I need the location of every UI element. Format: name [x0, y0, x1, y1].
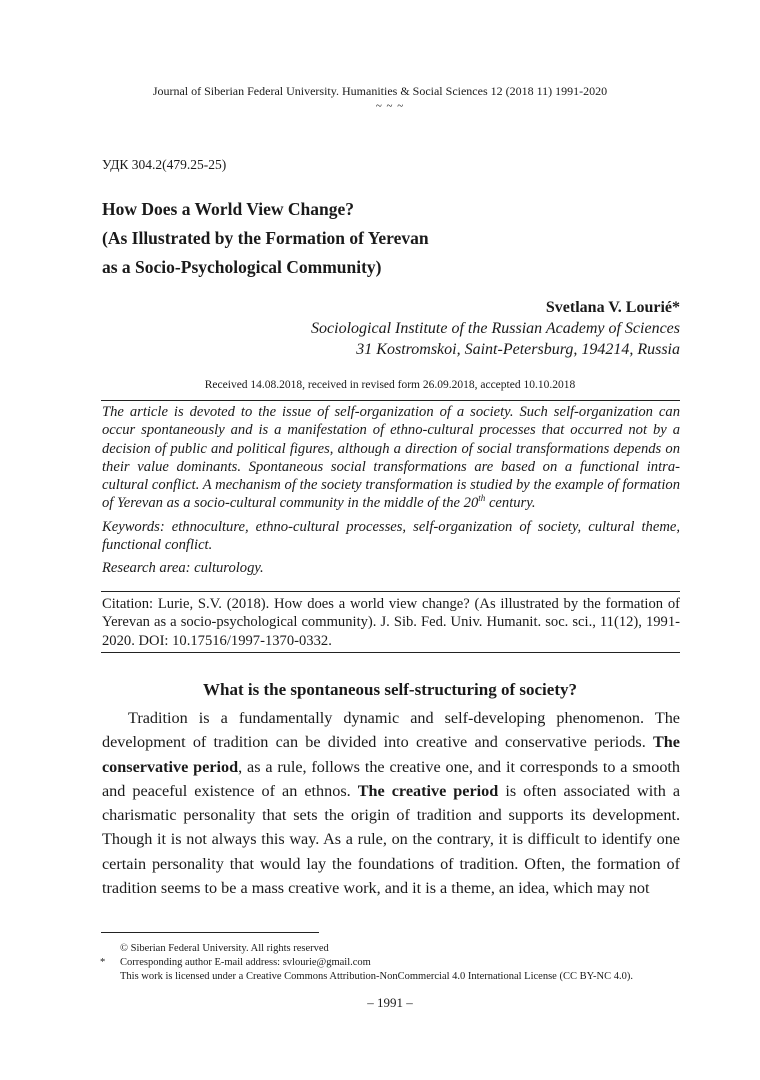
title-line: How Does a World View Change? [102, 199, 354, 219]
footnote-license: This work is licensed under a Creative Commons Attribution-NonCommercial 4.0 International License (CC BY-NC 4.0). [120, 971, 633, 983]
body-paragraph [102, 706, 680, 900]
affiliation-line: Sociological Institute of the Russian Academy of Sciences [311, 320, 680, 337]
page-number: – 1991 – [367, 995, 413, 1010]
body-text-run: is often associated with a charismatic personality that sets the origin of tradition and supports its development. Though it is not always this way. As a rule, on the contrary, it is difficult to identify one certain personality that would lay the foundations of tradition. Often, the formation of tradition seems to be a mass creative work, and it is a theme, an idea, which may not [102, 781, 681, 898]
article-title [102, 195, 429, 282]
section-heading: What is the spontaneous self-structuring of society? [203, 680, 577, 699]
footnote-rule [101, 932, 319, 933]
divider-rule [101, 652, 680, 653]
author-name: Svetlana V. Lourié* [545, 299, 680, 316]
title-line: (As Illustrated by the Formation of Yerevan [102, 228, 429, 248]
bold-term: The conservative period [102, 733, 680, 776]
title-line: as a Socio-Psychological Community) [102, 257, 382, 277]
keywords: Keywords: ethnoculture, ethno-cultural processes, self-organization of society, cultural theme, functional conflict. [102, 518, 680, 554]
running-head: Journal of Siberian Federal University. Humanities & Social Sciences 12 (2018 11) 1991-2020 [152, 84, 608, 98]
affiliation-line: 31 Kostromskoi, Saint-Petersburg, 194214, Russia [356, 341, 680, 358]
body-text [102, 706, 680, 900]
footnote-copyright: © Siberian Federal University. All rights reserved [120, 943, 329, 954]
divider-rule [101, 591, 680, 592]
footnotes [100, 942, 690, 985]
abstract-tail: century. [485, 495, 536, 512]
ordinal-suffix: th [478, 493, 486, 504]
footnote-corresponding [100, 956, 690, 970]
abstract-text: The article is devoted to the issue of self-organization of a society. Such self-organization can occur spontaneously and is a manifestation of ethno-cultural processes that occurred not by a decision of public and political figures, although a direction of social transformations depends on their value dominants. Spontaneous social transformations are based on a functional intra-cultural conflict. A mechanism of the society transformation is studied by the example of formation of Yerevan as a socio-cultural community in the middle of the 20 [102, 404, 680, 512]
abstract [102, 403, 680, 513]
research-area: Research area: culturology. [102, 560, 264, 577]
abstract-block [102, 403, 680, 583]
bold-term: The creative period [357, 781, 499, 800]
header-ornament: ~ ~ ~ [375, 100, 405, 112]
corresponding-author-text: Corresponding author E-mail address: svlourie@gmail.com [120, 957, 371, 969]
body-text-run: , as a rule, follows the creative one, and it corresponds to a smooth and peaceful existence of an ethnos. [102, 757, 681, 800]
divider-rule [101, 400, 680, 401]
body-text-run: Tradition is a fundamentally dynamic and self-developing phenomenon. The development of tradition can be divided into creative and conservative periods. [102, 709, 680, 752]
received-dates: Received 14.08.2018, received in revised form 26.09.2018, accepted 10.10.2018 [204, 379, 576, 391]
footnote-star-mark: * [100, 957, 106, 969]
author-block [311, 297, 680, 360]
citation: Citation: Lurie, S.V. (2018). How does a world view change? (As illustrated by the formation of Yerevan as a socio-psychological community). J. Sib. Fed. Univ. Humanit. soc. sci., 11(12), 1991-2020. DOI: 10.17516/1997-1370-0332. [102, 596, 680, 649]
udk-code: УДК 304.2(479.25-25) [102, 157, 227, 172]
